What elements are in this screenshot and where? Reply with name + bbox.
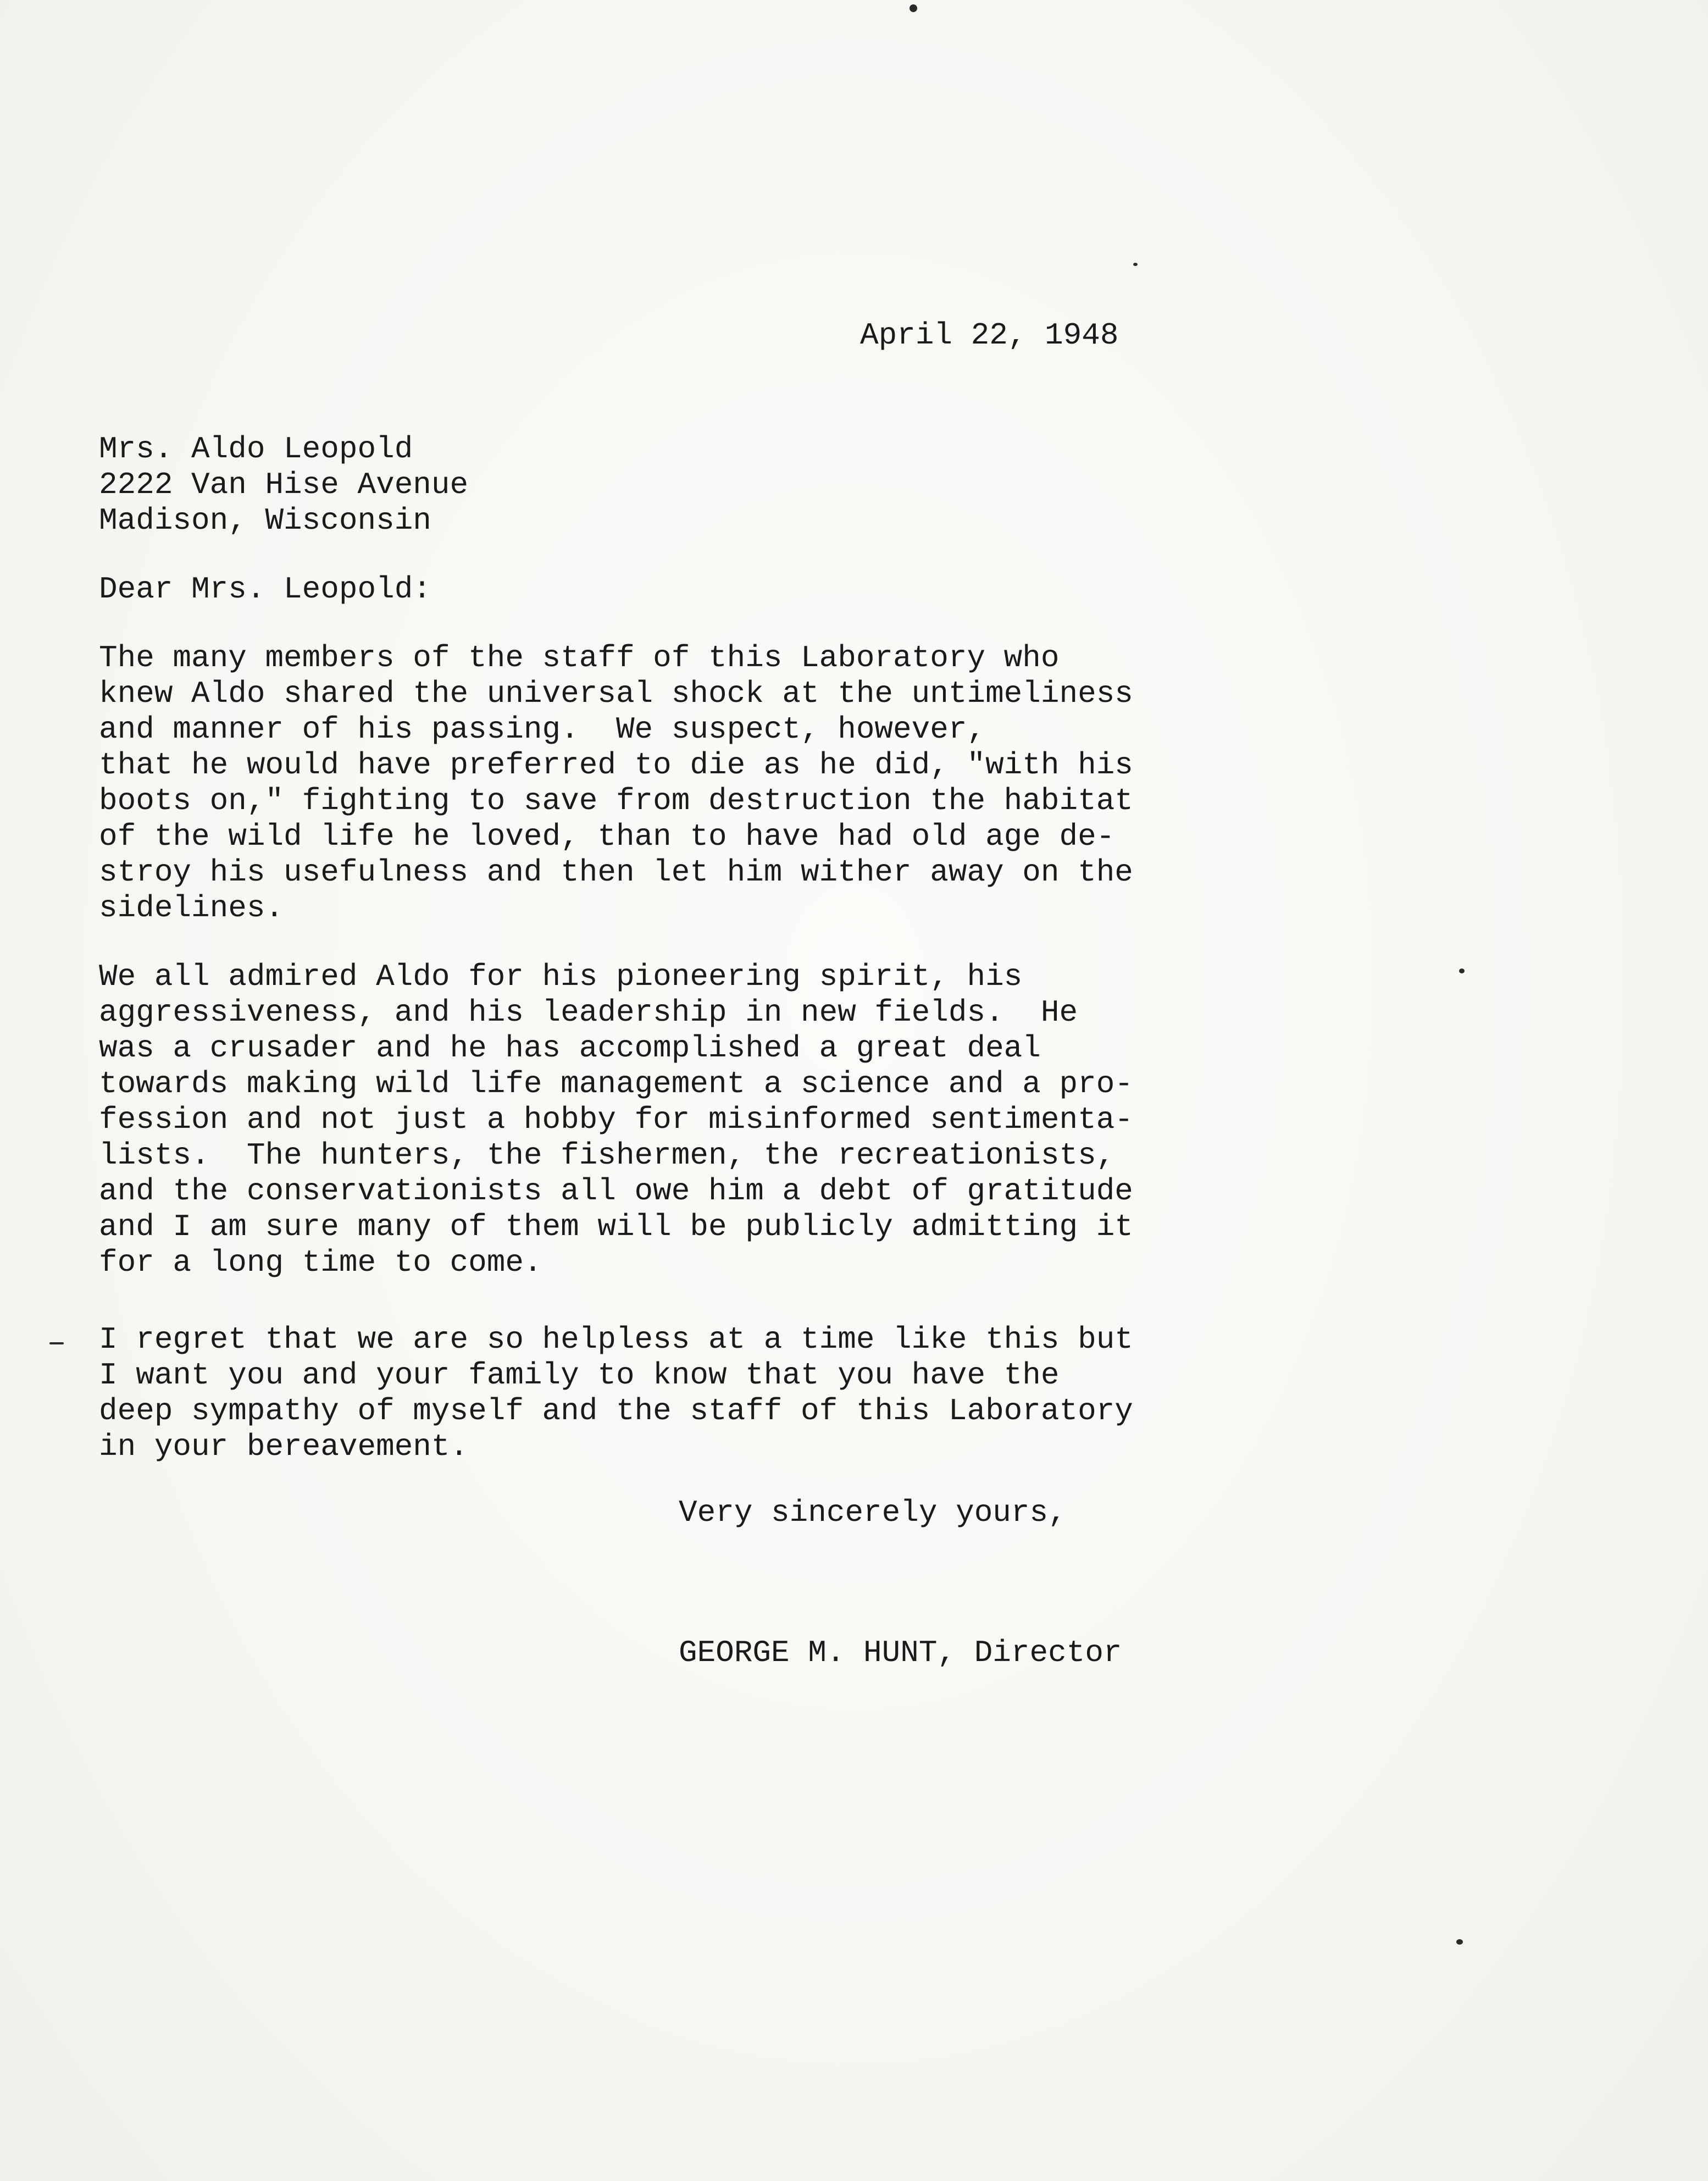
paper-speck: [910, 4, 917, 12]
paragraph-3: [99, 1322, 1143, 1465]
recipient-address: [99, 431, 468, 539]
paragraph-line: was a crusader and he has accomplished a great deal: [99, 1031, 1041, 1066]
paragraph-line: and I am sure many of them will be publicly admitting it: [99, 1209, 1133, 1244]
paragraph-line: towards making wild life management a science and a pro-: [99, 1066, 1133, 1101]
paragraph-2: [99, 959, 1143, 1281]
paragraph-line: lists. The hunters, the fishermen, the recreationists,: [99, 1138, 1115, 1173]
paper-speck: [1133, 263, 1138, 266]
salutation: Dear Mrs. Leopold:: [99, 572, 431, 607]
closing: Very sincerely yours,: [679, 1495, 1067, 1530]
paragraph-line: boots on," fighting to save from destruction the habitat: [99, 783, 1133, 818]
paragraph-line: fession and not just a hobby for misinformed sentimenta-: [99, 1102, 1133, 1137]
paragraph-line: and the conservationists all owe him a debt of gratitude: [99, 1173, 1133, 1209]
signer-name: GEORGE M. HUNT, Director: [679, 1635, 1122, 1670]
paper-speck: [49, 1342, 64, 1344]
paragraph-line: in your bereavement.: [99, 1429, 469, 1464]
paragraph-1: [99, 640, 1143, 926]
paragraph-line: aggressiveness, and his leadership in new fields. He: [99, 995, 1078, 1030]
paragraph-line: deep sympathy of myself and the staff of this Laboratory: [99, 1393, 1133, 1429]
paragraph-line: knew Aldo shared the universal shock at the untimeliness: [99, 676, 1133, 711]
paragraph-line: stroy his usefulness and then let him wither away on the: [99, 855, 1133, 890]
paragraph-line: that he would have preferred to die as he did, "with his: [99, 748, 1133, 783]
recipient-name: Mrs. Aldo Leopold: [99, 431, 413, 467]
paragraph-line: We all admired Aldo for his pioneering spirit, his: [99, 959, 1023, 994]
letter-date: April 22, 1948: [860, 318, 1119, 353]
recipient-city: Madison, Wisconsin: [99, 503, 431, 538]
paper-speck: [1459, 968, 1465, 973]
paper-speck: [1456, 1939, 1463, 1945]
paragraph-line: I want you and your family to know that you have the: [99, 1358, 1060, 1393]
paragraph-line: sidelines.: [99, 890, 284, 926]
recipient-street: 2222 Van Hise Avenue: [99, 467, 469, 502]
paragraph-line: of the wild life he loved, than to have had old age de-: [99, 819, 1115, 854]
paragraph-line: I regret that we are so helpless at a time like this but: [99, 1322, 1133, 1357]
paragraph-line: for a long time to come.: [99, 1245, 542, 1280]
paragraph-line: and manner of his passing. We suspect, however,: [99, 712, 986, 747]
paragraph-line: The many members of the staff of this Laboratory who: [99, 640, 1060, 676]
